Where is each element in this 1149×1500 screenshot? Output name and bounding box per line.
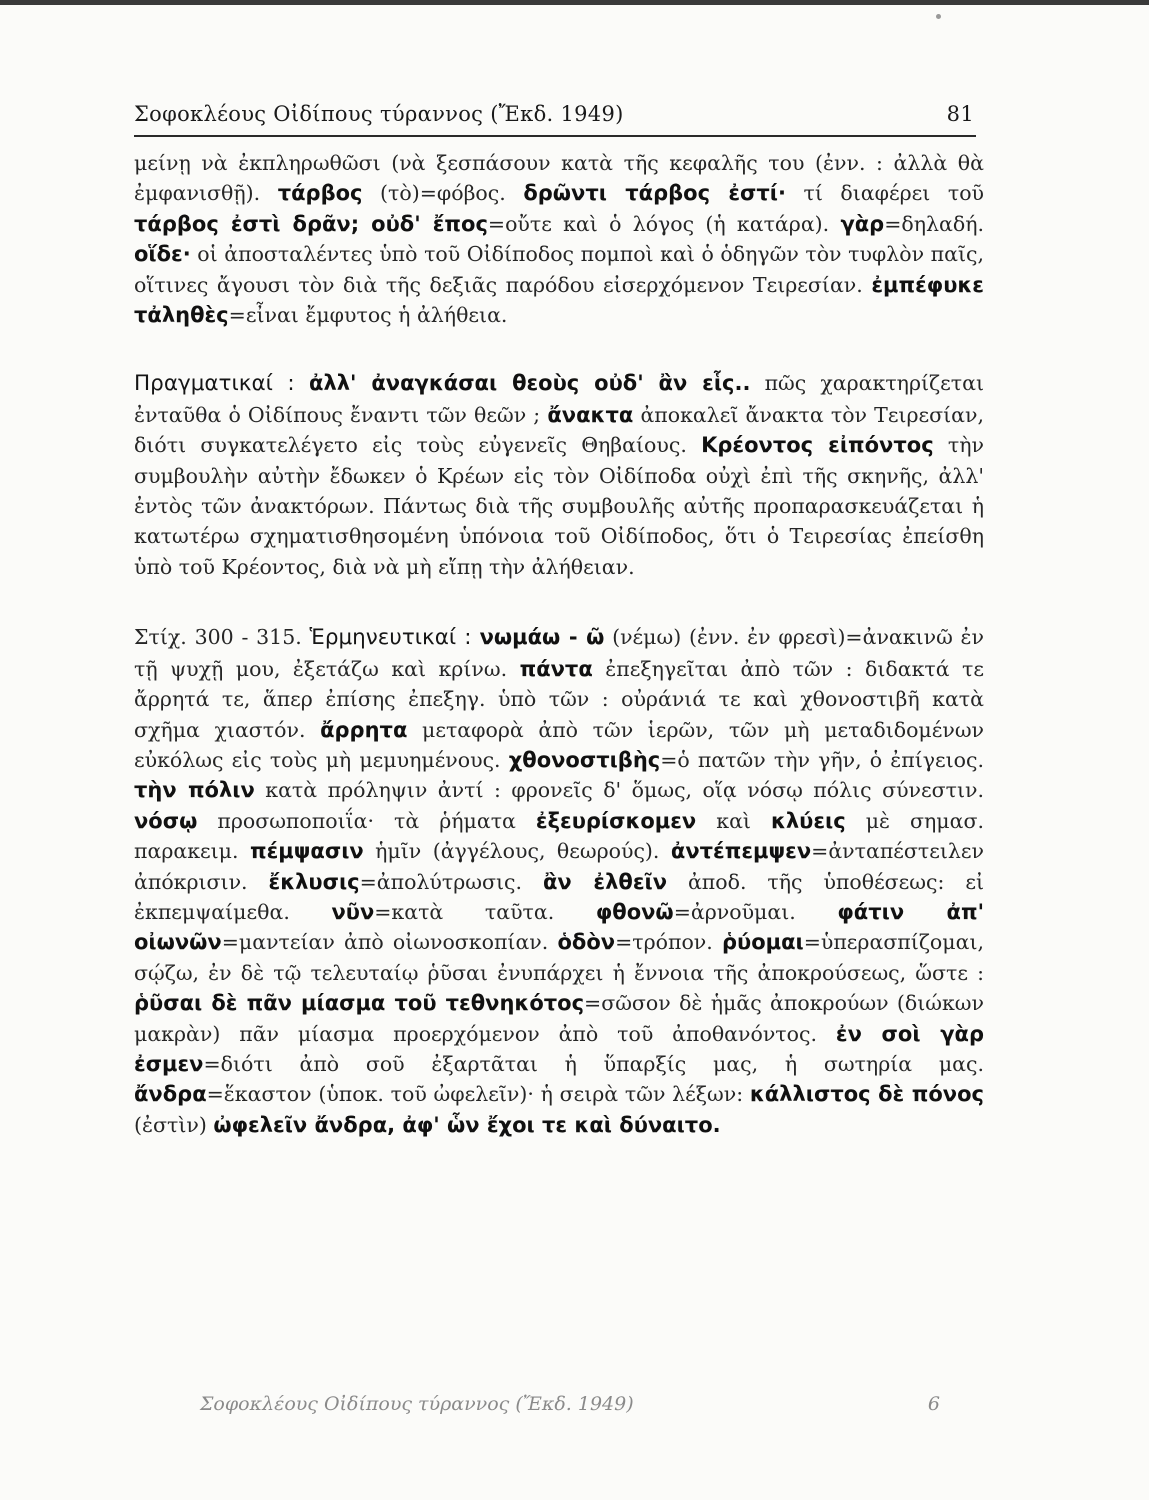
paragraph-notes-continuation — [134, 148, 984, 330]
commentary-text: =ἀπολύτρωσις. — [359, 869, 543, 894]
lemma-term: ἂν ἐλθεῖν — [542, 869, 668, 894]
lemma-term: ἄρρητα — [320, 717, 408, 742]
commentary-text: ἐπεξηγεῖται ἀπὸ τῶν : διδακτά τε ἄρρητά τε, ἅπερ ἐπίσης ἐπεξηγ. ὑπὸ τῶν : οὐράνιά τε καὶ χθονοστιβῆ κατὰ σχῆμα χιαστόν. — [134, 656, 984, 742]
footer-title: Σοφοκλέους Οἰδίπους τύραννος (Ἔκδ. 1949) — [200, 1393, 634, 1415]
running-header — [134, 100, 974, 132]
commentary-text: μείνῃ νὰ ἐκπληρωθῶσι (νὰ ξεσπάσουν κατὰ τῆς κεφαλῆς του (ἐνν. : ἀλλὰ θὰ ἐμφανισθῇ). — [134, 151, 984, 206]
commentary-text: (νέμω) (ἐνν. ἐν φρεσὶ)=ἀνακινῶ ἐν τῇ ψυχῇ μου, ἐξετάζω καὶ κρίνω. — [134, 625, 985, 681]
lemma-term: νῦν — [331, 899, 375, 924]
lemma-term: ὠφελεῖν ἄνδρα, ἀφ' ὧν ἔχοι τε καὶ δύναιτο. — [213, 1112, 721, 1137]
lemma-term: πάντα — [519, 656, 593, 681]
lemma-term: ὁδὸν — [557, 930, 616, 955]
commentary-text: =μαντείαν ἀπὸ οἰωνοσκοπίαν. — [221, 930, 558, 955]
commentary-text: =ὁ πατῶν τὴν γῆν, ὁ ἐπίγειος. — [660, 747, 984, 772]
lemma-term: ἀντέπεμψεν — [670, 839, 812, 864]
commentary-text: ἀποκαλεῖ ἄνακτα τὸν Τειρεσίαν, διότι συγκατελέγετο εἰς τοὺς εὐγενεῖς Θηβαίους. — [134, 402, 984, 458]
lemma-term: νωμάω - ῶ — [479, 625, 605, 650]
scan-speck — [936, 14, 941, 19]
commentary-text: =ἀρνοῦμαι. — [673, 899, 838, 924]
commentary-text: =κατὰ ταῦτα. — [374, 899, 596, 924]
commentary-text: οἱ ἀποσταλέντες ὑπὸ τοῦ Οἰδίποδος πομποὶ καὶ ὁ ὁδηγῶν τὸν τυφλὸν παῖς, οἵτινες ἄγουσι τὸν διὰ τῆς δεξιᾶς παρόδου εἰσερχόμενον Τειρεσίαν. — [134, 242, 984, 297]
commentary-text: πῶς χαρακτηρίζεται ἐνταῦθα ὁ Οἰδίπους ἔναντι τῶν θεῶν ; — [134, 371, 985, 427]
commentary-text: =οὔτε καὶ ὁ λόγος (ἡ κατάρα). — [487, 211, 841, 236]
footer-imprint — [200, 1393, 940, 1423]
commentary-text: =διότι ἀπὸ σοῦ ἐξαρτᾶται ἡ ὕπαρξίς μας, ἡ σωτηρία μας. — [203, 1051, 984, 1076]
lemma-term: δρῶντι τάρβος ἐστί· — [523, 181, 786, 206]
lemma-term: νόσῳ — [134, 808, 198, 833]
commentary-body — [134, 148, 984, 1140]
lemma-term: φάτιν ἀπ' οἰωνῶν — [134, 899, 984, 955]
lemma-term: ῥῦσαι δὲ πᾶν μίασμα τοῦ τεθνηκότος — [134, 991, 585, 1016]
lemma-term: ἐξευρίσκομεν — [535, 808, 697, 833]
commentary-text: =ἀνταπέστειλεν ἀπόκρισιν. — [134, 839, 984, 894]
paragraph-pragmatikai — [134, 368, 984, 582]
lemma-term: φθονῶ — [595, 899, 674, 924]
lemma-term: κάλλιστος δὲ πόνος — [749, 1082, 984, 1107]
lemma-term: χθονοστιβὴς — [508, 747, 661, 772]
commentary-text: (ἐστὶν) — [134, 1112, 214, 1137]
lemma-term: ἄνακτα — [547, 402, 634, 427]
lemma-term: Κρέοντος εἰπόντος — [701, 433, 934, 458]
page-number: 81 — [946, 102, 974, 126]
header-rule — [134, 135, 976, 137]
lemma-term: ἀλλ' ἀναγκάσαι θεοὺς οὐδ' ἂν εἷς.. — [309, 371, 751, 396]
commentary-text: ἡμῖν (ἀγγέλους, θεωρούς). — [363, 839, 671, 864]
commentary-text: τί διαφέρει τοῦ — [785, 181, 984, 206]
lemma-term: τὴν πόλιν — [134, 778, 255, 803]
lemma-term: ἐμπέφυκε τἀληθὲς — [134, 272, 984, 328]
commentary-text: προσωποποιΐα· τὰ ῥήματα — [197, 808, 536, 833]
commentary-text: (τὸ)=φόβος. — [362, 181, 524, 206]
paragraph-ermineutikai — [134, 622, 984, 1140]
commentary-text: =δηλαδή. — [884, 211, 984, 236]
commentary-text: =τρόπον. — [615, 930, 722, 955]
lemma-term: κλύεις — [770, 808, 846, 833]
lemma-term: τάρβος ἐστὶ δρᾶν; οὐδ' ἔπος — [134, 211, 488, 236]
running-title: Σοφοκλέους Οἰδίπους τύραννος (Ἔκδ. 1949) — [134, 102, 624, 126]
signature-mark: 6 — [927, 1393, 940, 1415]
lemma-term: ῥύομαι — [721, 930, 804, 955]
lemma-term: τάρβος — [277, 181, 363, 206]
commentary-text: ἀποδ. τῆς ὑποθέσεως: εἰ ἐκπεμψαίμεθα. — [134, 869, 984, 924]
section-heading: Ἑρμηνευτικαί : — [309, 625, 480, 651]
lemma-term: γὰρ — [840, 211, 885, 236]
section-heading: Πραγματικαί : — [134, 371, 310, 397]
commentary-text: =ὑπερασπίζομαι, σῴζω, ἐν δὲ τῷ τελευταίῳ ῥῦσαι ἐνυπάρχει ἡ ἔννοια τῆς ἀποκρούσεως, ὥστε : — [134, 930, 984, 985]
commentary-text: =εἶναι ἔμφυτος ἡ ἀλήθεια. — [228, 303, 508, 328]
commentary-text: τὴν συμβουλὴν αὐτὴν ἔδωκεν ὁ Κρέων εἰς τὸν Οἰδίποδα οὐχὶ ἐπὶ τῆς σκηνῆς, ἀλλ' ἐντὸς τῶν ἀνακτόρων. Πάντως διὰ τῆς συμβουλῆς αὐτῆς προπαρασκευάζεται ἡ κατωτέρω σχηματισθησομένη ὑπόνοια τοῦ Οἰδίποδος, ὅτι ὁ Τειρεσίας ἐπείσθη ὑπὸ τοῦ Κρέοντος, διὰ νὰ μὴ εἴπῃ τὴν ἀλήθειαν. — [134, 433, 984, 579]
commentary-text: καὶ — [696, 808, 771, 833]
lemma-term: ἔκλυσις — [268, 869, 360, 894]
lemma-term: πέμψασιν — [249, 839, 364, 864]
lemma-term: ἐν σοὶ γὰρ ἐσμεν — [134, 1021, 984, 1076]
commentary-text: =ἕκαστον (ὑποκ. τοῦ ὠφελεῖν)· ἡ σειρὰ τῶν λέξων: — [206, 1082, 750, 1107]
commentary-text: Στίχ. 300 - 315. — [134, 625, 310, 650]
commentary-text: κατὰ πρόληψιν ἀντί : φρονεῖς δ' ὅμως, οἵᾳ νόσῳ πόλις σύνεστιν. — [254, 778, 984, 803]
lemma-term: ἄνδρα — [134, 1082, 207, 1107]
commentary-text: =σῶσον δὲ ἡμᾶς ἀποκρούων (διώκων μακρὰν) πᾶν μίασμα προερχόμενον ἀπὸ τοῦ ἀποθανόντος. — [134, 991, 984, 1046]
scan-top-edge — [0, 0, 1149, 5]
commentary-text: μεταφορὰ ἀπὸ τῶν ἱερῶν, τῶν μὴ μεταδιδομένων εὐκόλως εἰς τοὺς μὴ μεμυημένους. — [134, 717, 984, 772]
commentary-text: μὲ σημασ. παρακειμ. — [134, 808, 984, 864]
lemma-term: οἵδε· — [134, 242, 191, 267]
